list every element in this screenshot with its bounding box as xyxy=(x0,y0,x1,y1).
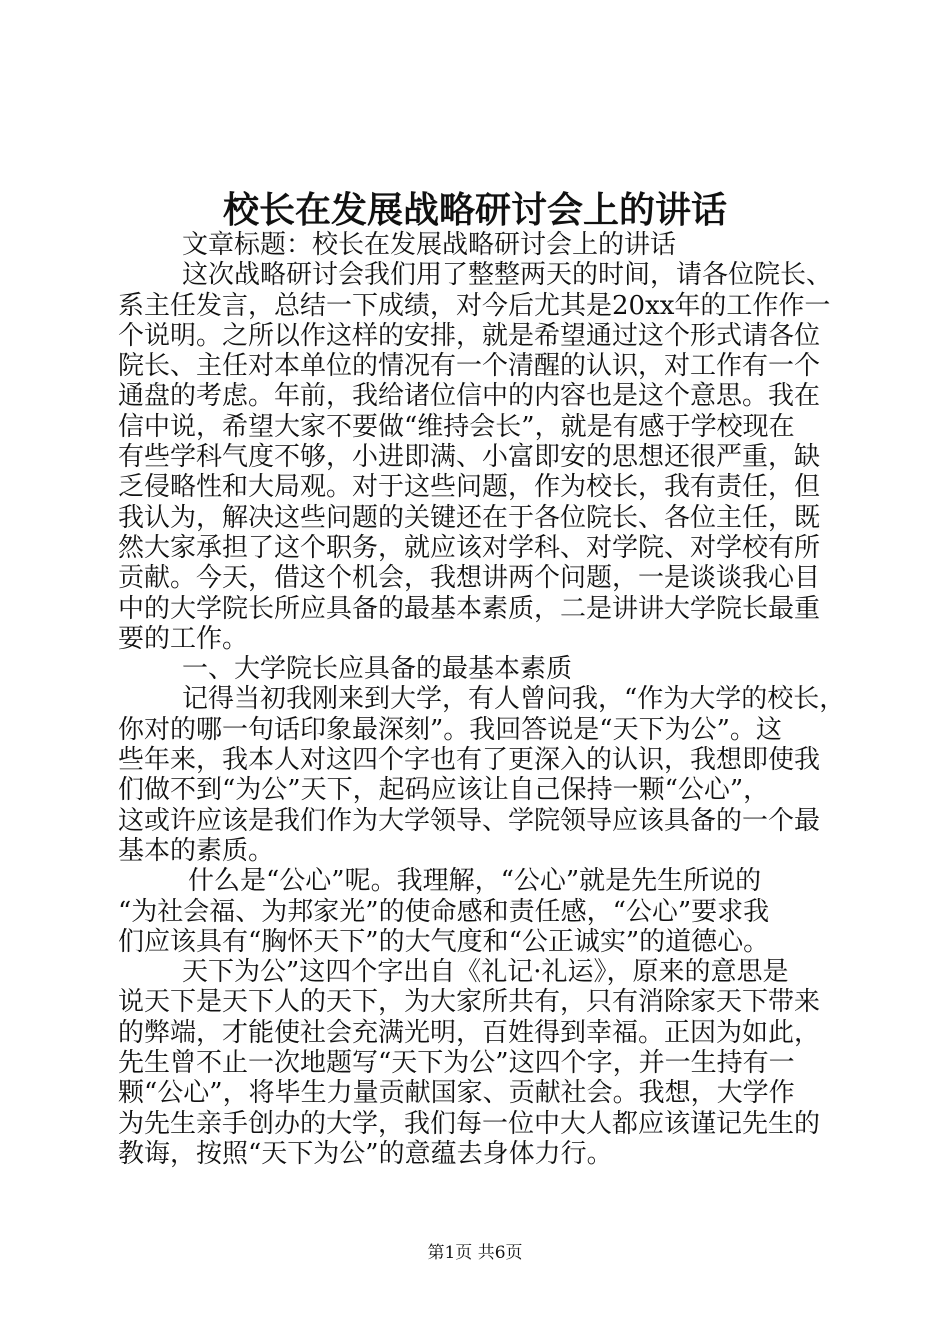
paragraph-line: 乏侵略性和大局观。对于这些问题，作为校长，我有责任，但 xyxy=(118,472,821,503)
paragraph-line: 中的大学院长所应具备的最基本素质，二是讲讲大学院长最重 xyxy=(118,593,821,624)
paragraph-line: 颗“公心”，将毕生力量贡献国家、贡献社会。我想，大学作 xyxy=(118,1078,795,1109)
paragraph-line: 教诲，按照“天下为公”的意蕴去身体力行。 xyxy=(118,1138,613,1169)
article-title-line: 文章标题：校长在发展战略研讨会上的讲话 xyxy=(182,230,677,260)
paragraph-line: 你对的哪一句话印象最深刻”。我回答说是“天下为公”。这 xyxy=(118,714,782,745)
paragraph-line: “为社会福、为邦家光”的使命感和责任感，“公心”要求我 xyxy=(118,896,770,927)
paragraph-line: 为先生亲手创办的大学，我们每一位中大人都应该谨记先生的 xyxy=(118,1108,821,1139)
paragraph-line: 这或许应该是我们作为大学领导、学院领导应该具备的一个最 xyxy=(118,805,821,836)
paragraph-line: 有些学科气度不够，小进即满、小富即安的思想还很严重，缺 xyxy=(118,442,821,473)
paragraph-line: 说天下是天下人的天下，为大家所共有，只有消除家天下带来 xyxy=(118,987,821,1018)
page-number-footer: 第1页 共6页 xyxy=(427,1243,523,1263)
paragraph-line: 先生曾不止一次地题写“天下为公”这四个字，并一生持有一 xyxy=(118,1048,795,1079)
paragraph-line: 通盘的考虑。年前，我给诸位信中的内容也是这个意思。我在 xyxy=(118,381,821,412)
paragraph-line: 要的工作。 xyxy=(118,623,249,654)
paragraph-line: 个说明。之所以作这样的安排，就是希望通过这个形式请各位 xyxy=(118,320,821,351)
paragraph-line: 我认为，解决这些问题的关键还在于各位院长、各位主任，既 xyxy=(118,502,821,533)
paragraph-line: 基本的素质。 xyxy=(118,835,275,866)
paragraph-line: 信中说，希望大家不要做“维持会长”，就是有感于学校现在 xyxy=(118,411,795,442)
paragraph-line: 院长、主任对本单位的情况有一个清醒的认识，对工作有一个 xyxy=(118,351,821,382)
paragraph-line: 然大家承担了这个职务，就应该对学科、对学院、对学校有所 xyxy=(118,532,821,563)
document-body xyxy=(118,230,846,1169)
paragraph-line: 贡献。今天，借这个机会，我想讲两个问题，一是谈谈我心目 xyxy=(118,563,821,594)
paragraph-line: 们应该具有“胸怀天下”的大气度和“公正诚实”的道德心。 xyxy=(118,926,770,957)
paragraph-line: 们做不到“为公”天下，起码应该让自己保持一颗“公心”， xyxy=(118,775,770,806)
paragraph-line: 系主任发言，总结一下成绩，对今后尤其是20xx年的工作作一 xyxy=(118,290,831,321)
section-heading: 一、大学院长应具备的最基本素质 xyxy=(182,654,573,685)
document-title: 校长在发展战略研讨会上的讲话 xyxy=(222,189,727,231)
paragraph-line: 些年来，我本人对这四个字也有了更深入的认识，我想即使我 xyxy=(118,745,821,776)
paragraph-line: 的弊端，才能使社会充满光明，百姓得到幸福。正因为如此， xyxy=(118,1017,821,1048)
paragraph-line: 记得当初我刚来到大学，有人曾问我，“作为大学的校长， xyxy=(182,684,846,715)
paragraph-line: 天下为公”这四个字出自《礼记·礼运》，原来的意思是 xyxy=(182,957,789,988)
paragraph-line: 这次战略研讨会我们用了整整两天的时间，请各位院长、 xyxy=(182,260,833,291)
paragraph-line: 什么是“公心”呢。我理解，“公心”就是先生所说的 xyxy=(188,866,762,897)
